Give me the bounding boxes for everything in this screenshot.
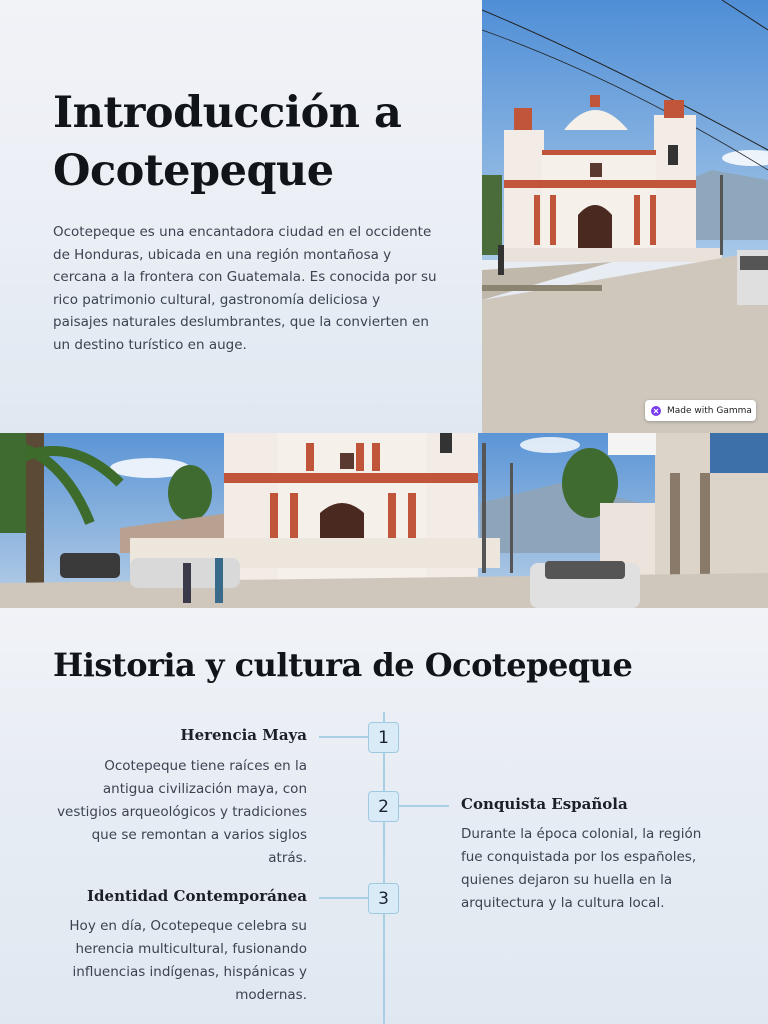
timeline-marker-1: [368, 722, 399, 753]
church-photo: [482, 0, 768, 433]
intro-body: Ocotepeque es una encantadora ciudad en el occidente de Honduras, ubicada en una región montañosa y cercana a la frontera con Guatemala. Es conocida por su rico patrimonio cultural, gastronomía deliciosa y paisajes naturales deslumbrantes, que la convierten en un destino turístico en auge.: [53, 224, 437, 353]
timeline-connector-2: [399, 805, 449, 807]
badge-label: Made with Gamma: [667, 405, 752, 416]
history-slide: [0, 608, 768, 1024]
timeline-connector-3: [319, 897, 369, 899]
timeline-marker-3: [368, 883, 399, 914]
timeline-item-body-2: Durante la época colonial, la región fue conquistada por los españoles, quienes dejaron su huella en la arquitectura y la cultura local.: [461, 826, 702, 911]
made-with-gamma-badge[interactable]: [645, 400, 756, 421]
timeline-connector-1: [319, 736, 369, 738]
timeline-item-title-2: Conquista Española: [461, 795, 628, 813]
timeline-item-body-1: Ocotepeque tiene raíces en la antigua civilización maya, con vestigios arqueológicos y tradiciones que se remontan a varios siglos atrás.: [57, 758, 307, 866]
timeline-item-title-3: Identidad Contemporánea: [87, 887, 307, 905]
gamma-logo-icon: [651, 406, 661, 416]
timeline-item-body-3: Hoy en día, Ocotepeque celebra su herencia multicultural, fusionando influencias indígenas, hispánicas y modernas.: [69, 918, 307, 1003]
history-title: Historia y cultura de Ocotepeque: [53, 646, 633, 684]
timeline-item-title-1: Herencia Maya: [180, 726, 307, 744]
panorama-photo-image: [0, 433, 768, 608]
timeline-axis: [383, 712, 385, 1024]
church-photo-image: [482, 0, 768, 433]
intro-title: Introducción a Ocotepeque: [53, 88, 402, 196]
timeline-marker-2: [368, 791, 399, 822]
timeline-number-2: 2: [378, 796, 389, 817]
timeline-number-3: 3: [378, 888, 389, 909]
panorama-photo: [0, 433, 768, 608]
timeline-number-1: 1: [378, 727, 389, 748]
